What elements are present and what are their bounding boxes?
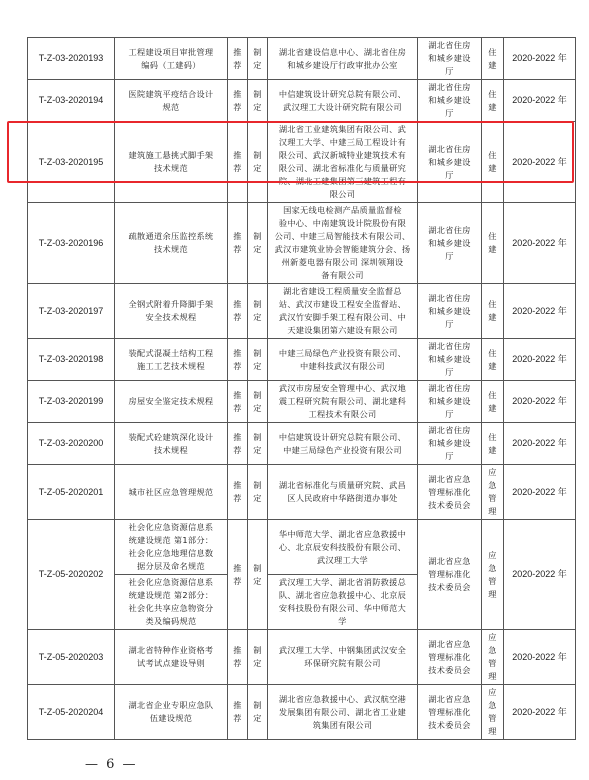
drafting-units-line: 备有限公司	[321, 270, 364, 280]
responsible-dept-line: 厅	[445, 66, 454, 76]
industry-field: 住建	[482, 381, 504, 423]
industry-field: 应急管理	[482, 630, 504, 685]
drafting-units	[268, 284, 418, 339]
standard-method: 推荐	[228, 520, 248, 630]
drafting-units-line: 华中师范大学、湖北省应急救援中	[278, 528, 407, 539]
responsible-dept	[418, 339, 482, 381]
standard-name-line: 技术规范	[154, 163, 188, 173]
drafting-units-line: 中建三局绿色产业投资有限公司、	[278, 347, 407, 358]
standard-method: 推荐	[228, 203, 248, 284]
standard-method: 推荐	[228, 38, 248, 80]
standard-name	[115, 122, 228, 203]
responsible-dept-line: 技术委员会	[428, 719, 471, 730]
responsible-dept-line: 厅	[445, 318, 454, 329]
standard-method: 推荐	[228, 630, 248, 685]
responsible-dept-line: 湖北省住房	[428, 341, 471, 351]
responsible-dept	[418, 284, 482, 339]
drafting-units-line: 限公司、武汉新城特业建筑技术有	[278, 150, 407, 160]
standard-type: 制定	[248, 203, 268, 284]
standard-method: 推荐	[228, 339, 248, 381]
plan-period: 2020-2022 年	[504, 630, 576, 685]
drafting-units-line: 学	[338, 616, 347, 626]
plan-period: 2020-2022 年	[504, 339, 576, 381]
drafting-units-line: 天建设集团第六建设有限公司	[287, 325, 398, 335]
drafting-units	[268, 339, 418, 381]
drafting-units-line: 震工程研究院有限公司、湖北建科	[278, 396, 407, 406]
responsible-dept-line: 技术委员会	[428, 664, 471, 675]
responsible-dept	[418, 80, 482, 122]
industry-field: 住建	[482, 80, 504, 122]
standard-code: T-Z-03-2020195	[28, 122, 115, 203]
standard-name-line: 试考试点建设导则	[137, 658, 205, 668]
plan-period: 2020-2022 年	[504, 122, 576, 203]
standard-method: 推荐	[228, 381, 248, 423]
standard-method: 推荐	[228, 685, 248, 740]
drafting-units-line: 和城乡建设厅行政审批办公室	[287, 59, 398, 70]
standard-name-line: 类及编码规范	[145, 616, 197, 626]
drafting-units-line: 湖北省建设信息中心、湖北省住房	[278, 46, 407, 57]
standard-name-line: 装配式混凝土结构工程	[128, 347, 214, 358]
standard-type: 制定	[248, 381, 268, 423]
responsible-dept-line: 厅	[445, 409, 454, 419]
standard-name	[115, 284, 228, 339]
standard-name-line: 房屋安全鉴定技术规程	[128, 396, 214, 406]
responsible-dept-line: 湖北省住房	[428, 383, 471, 393]
drafting-units	[268, 520, 418, 575]
drafting-units	[268, 630, 418, 685]
responsible-dept-line: 和城乡建设	[428, 396, 471, 406]
standard-name-line: 统建设规范 第1部分：	[128, 535, 214, 545]
standard-name	[115, 575, 228, 630]
table-row	[28, 122, 576, 203]
plan-period: 2020-2022 年	[504, 38, 576, 80]
responsible-dept-line: 湖北省住房	[428, 143, 471, 154]
plan-period: 2020-2022 年	[504, 80, 576, 122]
drafting-units-line: 中建科技武汉有限公司	[300, 360, 385, 371]
responsible-dept-line: 湖北省住房	[428, 40, 471, 50]
drafting-units	[268, 465, 418, 520]
responsible-dept	[418, 38, 482, 80]
plan-period: 2020-2022 年	[504, 284, 576, 339]
responsible-dept	[418, 520, 482, 630]
drafting-units-line: 公司、中建三局智能技术有限公司、	[274, 231, 411, 241]
industry-field: 住建	[482, 122, 504, 203]
industry-field: 住建	[482, 284, 504, 339]
responsible-dept-line: 湖北省住房	[428, 82, 471, 92]
responsible-dept-line: 和城乡建设	[428, 438, 471, 448]
drafting-units-line: 武汉理工大学、湖北省消防救援总	[278, 577, 407, 587]
standard-name-line: 社会化应急资源信息系	[128, 522, 214, 532]
standard-type: 制定	[248, 520, 268, 630]
standard-type: 制定	[248, 122, 268, 203]
responsible-dept-line: 厅	[445, 108, 454, 118]
standard-name-line: 编码（工建码）	[141, 59, 201, 70]
drafting-units	[268, 203, 418, 284]
drafting-units-line: 心、北京辰安科技股份有限公司、	[278, 541, 407, 552]
standard-name-line: 技术规程	[154, 444, 188, 455]
standard-name	[115, 381, 228, 423]
responsible-dept	[418, 381, 482, 423]
standard-name-line: 社会化共享应急物资分	[128, 603, 214, 613]
standard-code: T-Z-05-2020204	[28, 685, 115, 740]
standards-table	[27, 37, 576, 740]
standard-type: 制定	[248, 423, 268, 465]
plan-period: 2020-2022 年	[504, 465, 576, 520]
standard-method: 推荐	[228, 80, 248, 122]
drafting-units	[268, 575, 418, 630]
drafting-units	[268, 122, 418, 203]
standard-name-line: 据分层及命名规范	[137, 561, 205, 571]
standard-name	[115, 203, 228, 284]
standard-code: T-Z-03-2020199	[28, 381, 115, 423]
standard-code: T-Z-03-2020194	[28, 80, 115, 122]
table-row	[28, 38, 576, 80]
drafting-units-line: 队、湖北省应急救援中心、北京辰	[278, 590, 407, 600]
drafting-units-line: 湖北省建设工程质量安全监督总	[283, 286, 402, 296]
responsible-dept-line: 和城乡建设	[428, 95, 471, 105]
responsible-dept-line: 管理标准化	[428, 651, 471, 662]
table-row	[28, 80, 576, 122]
drafting-units-line: 武汉理工大学、中钢集团武汉安全	[278, 645, 407, 655]
drafting-units	[268, 423, 418, 465]
responsible-dept-line: 管理标准化	[428, 569, 471, 579]
standard-name-line: 疏散通道余压监控系统	[128, 231, 214, 241]
drafting-units-line: 武汉理工大设计研究院有限公司	[283, 101, 402, 112]
plan-period: 2020-2022 年	[504, 423, 576, 465]
drafting-units-line: 湖北省应急救援中心、武汉航空港	[278, 693, 407, 704]
drafting-units-line: 中建三局绿色产业投资有限公司	[283, 444, 402, 455]
table-row	[28, 465, 576, 520]
table-row	[28, 423, 576, 465]
standard-name	[115, 685, 228, 740]
standard-method: 推荐	[228, 284, 248, 339]
plan-period: 2020-2022 年	[504, 381, 576, 423]
table-row	[28, 685, 576, 740]
standard-name-line: 施工工艺技术规程	[137, 360, 205, 371]
industry-field: 住建	[482, 38, 504, 80]
drafting-units	[268, 381, 418, 423]
standard-name	[115, 630, 228, 685]
table-row	[28, 284, 576, 339]
standard-name	[115, 80, 228, 122]
responsible-dept-line: 厅	[445, 367, 454, 377]
standard-name-line: 建筑施工悬挑式脚手架	[128, 150, 214, 160]
responsible-dept	[418, 685, 482, 740]
drafting-units-line: 武汉市建筑业协会智能建筑分会、扬	[274, 244, 411, 254]
drafting-units-line: 安科技股份有限公司、华中师范大	[278, 603, 407, 613]
industry-field: 住建	[482, 203, 504, 284]
drafting-units-line: 武汉市房屋安全管理中心、武汉地	[278, 383, 407, 393]
plan-period: 2020-2022 年	[504, 685, 576, 740]
drafting-units-line: 限公司、湖北省标准化与质量研究	[278, 163, 407, 173]
standard-name	[115, 38, 228, 80]
drafting-units-line: 发展集团有限公司、湖北省工业建	[278, 706, 407, 717]
standard-name-line: 社会化应急地理信息数	[128, 548, 214, 558]
standard-type: 制定	[248, 685, 268, 740]
drafting-units-line: 汉理工大学、中建三局工程设计有	[278, 137, 407, 147]
responsible-dept	[418, 465, 482, 520]
responsible-dept-line: 湖北省应急	[428, 556, 471, 566]
plan-period: 2020-2022 年	[504, 203, 576, 284]
standard-name-line: 湖北省特种作业资格考	[128, 645, 214, 655]
standard-code: T-Z-05-2020203	[28, 630, 115, 685]
responsible-dept-line: 厅	[445, 250, 454, 261]
responsible-dept-line: 和城乡建设	[428, 237, 471, 248]
standard-method: 推荐	[228, 465, 248, 520]
drafting-units	[268, 80, 418, 122]
drafting-units-line: 区人民政府中华路街道办事处	[287, 493, 398, 503]
responsible-dept-line: 技术委员会	[428, 499, 471, 510]
responsible-dept-line: 管理标准化	[428, 706, 471, 717]
standard-name-line: 湖北省企业专职应急队	[128, 700, 214, 710]
drafting-units-line: 武汉理工大学	[317, 554, 368, 565]
responsible-dept	[418, 122, 482, 203]
table-row	[28, 339, 576, 381]
standard-code: T-Z-03-2020196	[28, 203, 115, 284]
drafting-units-line: 国家无线电检测产品质量监督检	[283, 205, 402, 215]
page-number: — 6 —	[85, 757, 138, 772]
drafting-units-line: 站、武汉市建设工程安全监督站、	[278, 299, 407, 309]
standard-name	[115, 520, 228, 575]
industry-field: 应急管理	[482, 465, 504, 520]
standard-code: T-Z-03-2020197	[28, 284, 115, 339]
standard-type: 制定	[248, 284, 268, 339]
standard-name-line: 城市社区应急管理规范	[128, 486, 214, 497]
responsible-dept-line: 和城乡建设	[428, 156, 471, 167]
drafting-units-line: 筑集团有限公司	[312, 719, 373, 730]
standard-method: 推荐	[228, 122, 248, 203]
standard-type: 制定	[248, 339, 268, 381]
standard-code: T-Z-03-2020200	[28, 423, 115, 465]
standard-code: T-Z-05-2020202	[28, 520, 115, 630]
responsible-dept-line: 技术委员会	[428, 582, 471, 592]
industry-field: 应急管理	[482, 520, 504, 630]
standard-type: 制定	[248, 630, 268, 685]
drafting-units	[268, 685, 418, 740]
responsible-dept-line: 湖北省应急	[428, 638, 471, 649]
drafting-units-line: 州新菱电器有限公司 深圳领翔设	[281, 257, 404, 267]
responsible-dept-line: 湖北省住房	[428, 425, 471, 435]
standard-name-line: 社会化应急资源信息系	[128, 577, 214, 587]
responsible-dept-line: 管理标准化	[428, 486, 471, 497]
responsible-dept-line: 和城乡建设	[428, 305, 471, 316]
drafting-units-line: 湖北省工业建筑集团有限公司、武	[278, 124, 407, 134]
standard-name-line: 技术规范	[154, 244, 188, 254]
standard-name	[115, 423, 228, 465]
standard-name-line: 安全技术规程	[145, 312, 197, 322]
drafting-units-line: 武汉竹安脚手架工程有限公司、中	[278, 312, 407, 322]
responsible-dept-line: 和城乡建设	[428, 354, 471, 364]
table-row	[28, 520, 576, 575]
standard-name-line: 工程建设项目审批管理	[128, 46, 214, 57]
table-row	[28, 203, 576, 284]
responsible-dept	[418, 203, 482, 284]
responsible-dept-line: 湖北省应急	[428, 693, 471, 704]
plan-period: 2020-2022 年	[504, 520, 576, 630]
standard-name	[115, 465, 228, 520]
responsible-dept	[418, 423, 482, 465]
industry-field: 住建	[482, 339, 504, 381]
standard-name-line: 装配式砼建筑深化设计	[128, 431, 214, 442]
standard-name-line: 医院建筑平疫结合设计	[128, 88, 214, 99]
drafting-units-line: 限公司	[329, 189, 356, 199]
standard-name-line: 统建设规范 第2部分：	[128, 590, 214, 600]
standard-code: T-Z-05-2020201	[28, 465, 115, 520]
responsible-dept-line: 湖北省住房	[428, 224, 471, 235]
table-row	[28, 630, 576, 685]
standard-type: 制定	[248, 38, 268, 80]
drafting-units-line: 中信建筑设计研究总院有限公司、	[278, 88, 407, 99]
drafting-units	[268, 38, 418, 80]
standard-name-line: 全钢式附着升降脚手架	[128, 299, 214, 309]
standard-name	[115, 339, 228, 381]
drafting-units-line: 工程技术有限公司	[308, 409, 377, 419]
responsible-dept-line: 湖北省应急	[428, 473, 471, 484]
table-row	[28, 381, 576, 423]
responsible-dept-line: 厅	[445, 169, 454, 180]
standard-code: T-Z-03-2020198	[28, 339, 115, 381]
industry-field: 应急管理	[482, 685, 504, 740]
standard-method: 推荐	[228, 423, 248, 465]
industry-field: 住建	[482, 423, 504, 465]
responsible-dept-line: 湖北省住房	[428, 292, 471, 303]
standard-name-line: 伍建设规范	[149, 713, 193, 723]
drafting-units-line: 湖北省标准化与质量研究院、武昌	[278, 480, 407, 490]
drafting-units-line: 中信建筑设计研究总院有限公司、	[278, 431, 407, 442]
responsible-dept-line: 厅	[445, 451, 454, 461]
standard-code: T-Z-03-2020193	[28, 38, 115, 80]
standard-type: 制定	[248, 465, 268, 520]
drafting-units-line: 院、湖北工建集团第三建筑工程有	[278, 176, 407, 186]
responsible-dept-line: 和城乡建设	[428, 53, 471, 63]
drafting-units-line: 验中心、中南建筑设计院股份有限	[278, 218, 407, 228]
standard-name-line: 规范	[162, 101, 180, 112]
responsible-dept	[418, 630, 482, 685]
standard-type: 制定	[248, 80, 268, 122]
drafting-units-line: 环保研究院有限公司	[304, 658, 381, 668]
